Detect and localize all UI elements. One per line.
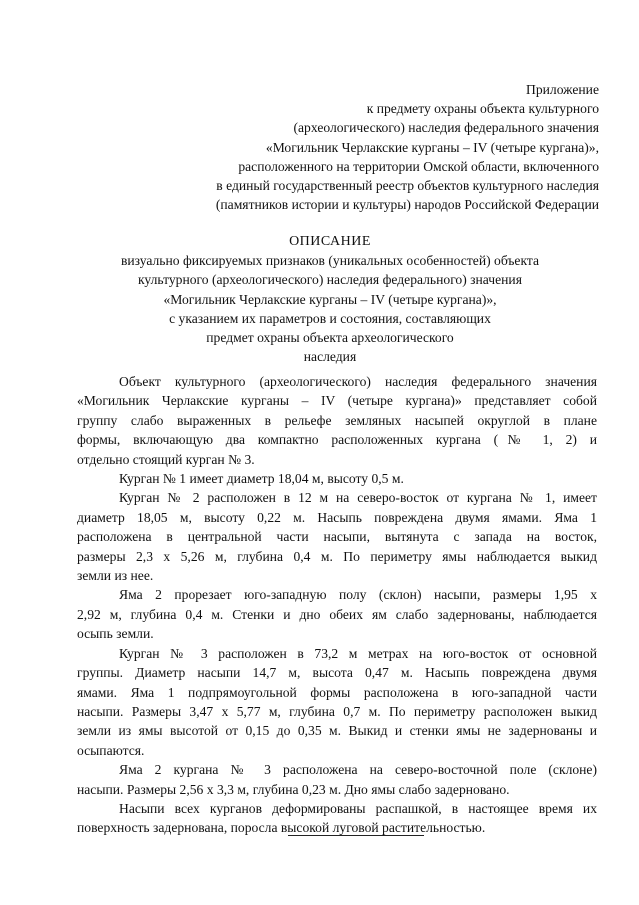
- paragraph-line: ямами. Яма 1 подпрямоугольной формы расположена в юго-западной части: [77, 684, 597, 700]
- paragraph-line: земли из нее.: [77, 568, 154, 584]
- heading-line: визуально фиксируемых признаков (уникальных особенностей) объекта: [120, 253, 540, 269]
- body-paragraph: [77, 372, 597, 469]
- paragraph-line: расположена в центральной части насыпи, вытянута с запада на восток,: [77, 529, 597, 545]
- paragraph-line: насыпи. Размеры 2,56 х 3,3 м, глубина 0,23 м. Дно ямы слабо задерновано.: [77, 781, 510, 797]
- appendix-line: Приложение: [526, 82, 599, 97]
- body-text: [77, 372, 597, 838]
- appendix-line: (археологического) наследия федерального значения: [293, 120, 599, 136]
- paragraph-line: 2,92 м, глубина 0,4 м. Стенки и дно обеих ям слабо задернованы, наблюдается: [77, 606, 597, 622]
- body-paragraph: [77, 799, 597, 838]
- body-paragraph: [77, 488, 597, 585]
- paragraph-line: Курган № 1 имеет диаметр 18,04 м, высоту 0,5 м.: [119, 471, 404, 487]
- paragraph-line: Объект культурного (археологического) наследия федерального значения: [119, 374, 597, 389]
- body-paragraph: [77, 469, 597, 488]
- paragraph-line: формы, включающую два компактно расположенных кургана (№ 1, 2) и: [77, 432, 597, 448]
- separator-line: [288, 835, 424, 836]
- heading-line: с указанием их параметров и состояния, составляющих: [169, 310, 491, 326]
- paragraph-line: размеры 2,3 х 5,26 м, глубина 0,4 м. По периметру ямы наблюдается выкид: [77, 548, 597, 564]
- heading-line: наследия: [303, 349, 357, 365]
- paragraph-line: осыпаются.: [77, 742, 145, 758]
- paragraph-line: Курган № 2 расположен в 12 м на северо-восток от кургана № 1, имеет: [119, 490, 597, 506]
- paragraph-line: поверхность задернована, поросла высокой луговой растительностью.: [77, 820, 486, 836]
- paragraph-line: Курган № 3 расположен в 73,2 м метрах на юго-восток от основной: [119, 645, 597, 661]
- paragraph-line: Насыпи всех курганов деформированы распашкой, в настоящее время их: [119, 800, 597, 816]
- paragraph-line: осыпь земли.: [77, 626, 154, 642]
- paragraph-line: группы. Диаметр насыпи 14,7 м, высота 0,47 м. Насыпь повреждена двумя: [77, 665, 597, 681]
- paragraph-line: насыпи. Размеры 3,47 х 5,77 м, глубина 0,7 м. По периметру расположен выкид: [77, 703, 597, 719]
- body-paragraph: [77, 585, 597, 643]
- heading-line: культурного (археологического) наследия федерального) значения: [138, 272, 522, 288]
- appendix-line: расположенного на территории Омской области, включенного: [238, 158, 599, 174]
- paragraph-line: группу слабо выраженных в рельефе земляных насыпей округлой в плане: [77, 412, 597, 428]
- body-paragraph: [77, 644, 597, 760]
- appendix-line: (памятников истории и культуры) народов Российской Федерации: [215, 197, 599, 213]
- appendix-line: в единый государственный реестр объектов культурного наследия: [216, 178, 599, 194]
- paragraph-line: «Могильник Черлакские курганы – IV (четыре кургана)» представляет собой: [77, 393, 597, 409]
- paragraph-line: земли из ямы высотой от 0,15 до 0,35 м. Выкид и стенки ямы не задернованы и: [77, 723, 597, 739]
- document-title: ОПИСАНИЕ: [289, 234, 371, 249]
- heading-line: «Могильник Черлакские курганы – IV (четыре кургана)»,: [163, 291, 497, 307]
- description-heading: [60, 232, 600, 366]
- paragraph-line: Яма 2 кургана № 3 расположена на северо-восточной поле (склоне): [119, 762, 597, 778]
- appendix-header: [79, 80, 599, 214]
- heading-line: предмет охраны объекта археологического: [206, 330, 454, 346]
- paragraph-line: диаметр 18,05 м, высоту 0,22 м. Насыпь повреждена двумя ямами. Яма 1: [77, 509, 597, 525]
- body-paragraph: [77, 760, 597, 799]
- appendix-line: к предмету охраны объекта культурного: [366, 101, 599, 117]
- paragraph-line: отдельно стоящий курган № 3.: [77, 451, 255, 467]
- paragraph-line: Яма 2 прорезает юго-западную полу (склон) насыпи, размеры 1,95 х: [119, 587, 597, 603]
- appendix-line: «Могильник Черлакские курганы – IV (четыре кургана)»,: [265, 139, 599, 155]
